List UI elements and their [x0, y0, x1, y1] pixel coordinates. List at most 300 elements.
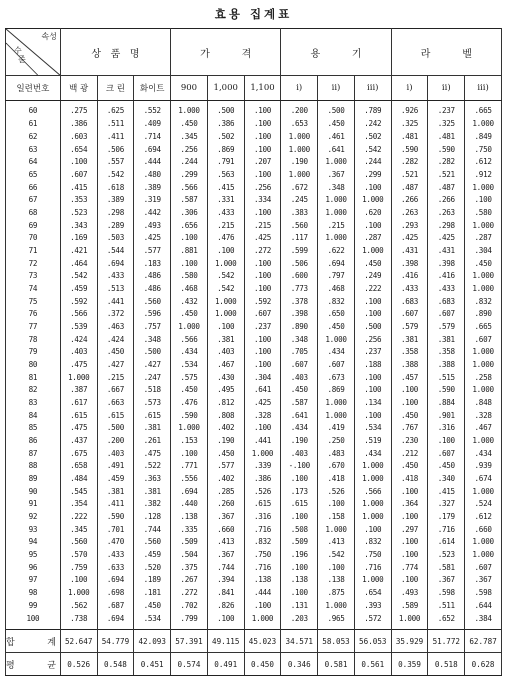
utility-cell: .534	[134, 613, 171, 630]
utility-cell: .394	[207, 575, 244, 588]
utility-cell: .138	[244, 575, 281, 588]
utility-cell: .348	[281, 334, 318, 347]
utility-cell: 1.000	[465, 270, 502, 283]
table-row	[6, 511, 502, 524]
utility-cell: .258	[465, 372, 502, 385]
total-cell: 57.391	[171, 630, 208, 653]
utility-cell: .402	[207, 423, 244, 436]
table-row	[6, 486, 502, 499]
utility-cell: .615	[97, 410, 134, 423]
utility-cell: .367	[207, 511, 244, 524]
serial-number-cell: 85	[6, 423, 61, 436]
utility-cell: .100	[354, 524, 391, 537]
utility-cell: .343	[60, 220, 97, 233]
serial-number-cell: 96	[6, 562, 61, 575]
utility-cell: .413	[207, 537, 244, 550]
utility-cell: .523	[428, 549, 465, 562]
utility-cell: .500	[354, 321, 391, 334]
utility-cell: .590	[428, 384, 465, 397]
utility-cell: 1.000	[465, 283, 502, 296]
utility-cell: 1.000	[281, 169, 318, 182]
level-header: ii)	[318, 76, 355, 101]
level-header: 크 린	[97, 76, 134, 101]
utility-cell: .222	[60, 511, 97, 524]
utility-cell: .437	[60, 435, 97, 448]
utility-cell: .316	[244, 511, 281, 524]
utility-cell: .450	[171, 384, 208, 397]
utility-cell: .100	[318, 562, 355, 575]
utility-cell: .508	[281, 524, 318, 537]
totals-label: 합 계	[6, 630, 61, 653]
utility-cell: .592	[244, 296, 281, 309]
utility-cell: .487	[428, 182, 465, 195]
utility-cell: 1.000	[318, 524, 355, 537]
utility-cell: .237	[354, 346, 391, 359]
utility-cell: .117	[281, 232, 318, 245]
utility-cell: .504	[171, 549, 208, 562]
utility-cell: 1.000	[465, 384, 502, 397]
utility-cell: .615	[134, 410, 171, 423]
utility-cell: .808	[207, 410, 244, 423]
utility-cell: .653	[281, 118, 318, 131]
utility-cell: .256	[354, 334, 391, 347]
utility-cell: .100	[244, 169, 281, 182]
utility-cell: .607	[465, 334, 502, 347]
utility-cell: 1.000	[354, 245, 391, 258]
utility-cell: .607	[428, 308, 465, 321]
utility-cell: .789	[354, 101, 391, 119]
utility-cell: .450	[354, 258, 391, 271]
serial-number-cell: 81	[6, 372, 61, 385]
utility-cell: .890	[281, 321, 318, 334]
table-row	[6, 194, 502, 207]
utility-cell: .100	[354, 308, 391, 321]
utility-cell: .100	[207, 245, 244, 258]
utility-cell: .261	[134, 435, 171, 448]
utility-cell: .100	[207, 613, 244, 630]
utility-cell: .409	[134, 118, 171, 131]
utility-cell: .598	[465, 587, 502, 600]
utility-cell: .256	[171, 144, 208, 157]
utility-cell: .615	[60, 410, 97, 423]
utility-cell: .483	[318, 448, 355, 461]
serial-number-cell: 80	[6, 359, 61, 372]
utility-cell: .299	[354, 169, 391, 182]
utility-cell: .100	[207, 321, 244, 334]
utility-cell: 1.000	[465, 118, 502, 131]
page-title: 효용 집계표	[214, 7, 293, 21]
total-cell: 56.053	[354, 630, 391, 653]
table-row	[6, 296, 502, 309]
utility-cell: .425	[134, 232, 171, 245]
serial-number-cell: 68	[6, 207, 61, 220]
utility-cell: .100	[244, 270, 281, 283]
utility-cell: .381	[134, 423, 171, 436]
utility-cell: .848	[465, 397, 502, 410]
utility-cell: .100	[244, 346, 281, 359]
utility-cell: .702	[171, 600, 208, 613]
utility-cell: .672	[281, 182, 318, 195]
utility-cell: 1.000	[244, 613, 281, 630]
serial-number-cell: 64	[6, 156, 61, 169]
utility-cell: .386	[60, 118, 97, 131]
utility-cell: .169	[60, 232, 97, 245]
utility-cell: .667	[97, 384, 134, 397]
utility-cell: .832	[354, 537, 391, 550]
utility-cell: .542	[354, 144, 391, 157]
utility-cell: .656	[171, 220, 208, 233]
utility-cell: 1.000	[354, 511, 391, 524]
utility-cell: .573	[134, 397, 171, 410]
utility-cell: .654	[354, 587, 391, 600]
serial-number-cell: 94	[6, 537, 61, 550]
utility-cell: .579	[391, 321, 428, 334]
average-cell: 0.346	[281, 653, 318, 676]
utility-cell: .596	[134, 308, 171, 321]
utility-cell: .242	[354, 118, 391, 131]
utility-cell: .841	[207, 587, 244, 600]
utility-cell: .427	[134, 359, 171, 372]
table-row	[6, 410, 502, 423]
utility-cell: .200	[97, 435, 134, 448]
utility-cell: .683	[391, 296, 428, 309]
utility-cell: .348	[134, 334, 171, 347]
utility-cell: .100	[354, 220, 391, 233]
utility-cell: .600	[281, 270, 318, 283]
utility-cell: .434	[171, 346, 208, 359]
table-row	[6, 101, 502, 119]
serial-number-cell: 98	[6, 587, 61, 600]
utility-cell: .433	[97, 270, 134, 283]
utility-cell: .791	[207, 156, 244, 169]
utility-cell: .100	[244, 131, 281, 144]
table-row	[6, 448, 502, 461]
utility-cell: .275	[60, 101, 97, 119]
serial-number-cell: 91	[6, 499, 61, 512]
total-cell: 52.647	[60, 630, 97, 653]
utility-cell: 1.000	[354, 461, 391, 474]
utility-cell: .411	[97, 131, 134, 144]
utility-cell: .660	[465, 524, 502, 537]
utility-cell: 1.000	[354, 473, 391, 486]
corner-header	[6, 29, 61, 76]
utility-cell: .138	[281, 575, 318, 588]
utility-cell: .340	[428, 473, 465, 486]
utility-cell: .293	[391, 220, 428, 233]
utility-cell: .403	[207, 346, 244, 359]
utility-cell: .260	[207, 499, 244, 512]
utility-cell: .402	[207, 473, 244, 486]
utility-cell: .450	[465, 258, 502, 271]
utility-cell: .773	[281, 283, 318, 296]
utility-cell: .325	[428, 118, 465, 131]
utility-cell: 1.000	[281, 144, 318, 157]
serial-number-cell: 89	[6, 473, 61, 486]
table-row	[6, 346, 502, 359]
utility-cell: .832	[318, 296, 355, 309]
serial-number-cell: 90	[6, 486, 61, 499]
level-header: 1,100	[244, 76, 281, 101]
utility-cell: .381	[391, 334, 428, 347]
utility-cell: .590	[97, 511, 134, 524]
utility-cell: .367	[207, 549, 244, 562]
utility-cell: .100	[354, 410, 391, 423]
utility-cell: .467	[465, 423, 502, 436]
utility-cell: .418	[391, 473, 428, 486]
table-row	[6, 549, 502, 562]
utility-cell: .386	[207, 118, 244, 131]
utility-cell: .100	[318, 499, 355, 512]
utility-cell: .434	[318, 346, 355, 359]
utility-cell: 1.000	[318, 410, 355, 423]
utility-cell: .716	[244, 562, 281, 575]
utility-cell: .486	[134, 283, 171, 296]
utility-cell: .759	[60, 562, 97, 575]
utility-cell: 1.000	[318, 207, 355, 220]
utility-cell: .570	[60, 549, 97, 562]
utility-cell: .440	[171, 499, 208, 512]
utility-cell: .509	[171, 537, 208, 550]
table-row	[6, 499, 502, 512]
utility-cell: .652	[428, 613, 465, 630]
utility-cell: .328	[465, 410, 502, 423]
utility-cell: .670	[318, 461, 355, 474]
table-row	[6, 587, 502, 600]
utility-cell: .614	[428, 537, 465, 550]
utility-cell: .654	[60, 144, 97, 157]
utility-cell: .345	[171, 131, 208, 144]
utility-cell: .450	[318, 118, 355, 131]
utility-cell: .100	[60, 575, 97, 588]
utility-cell: .459	[134, 549, 171, 562]
utility-cell: .675	[60, 448, 97, 461]
utility-cell: .875	[318, 587, 355, 600]
level-header: 화이트	[134, 76, 171, 101]
utility-cell: .434	[281, 423, 318, 436]
utility-cell: 1.000	[465, 435, 502, 448]
serial-number-cell: 74	[6, 283, 61, 296]
utility-cell: .534	[171, 359, 208, 372]
utility-cell: .521	[428, 169, 465, 182]
utility-cell: .939	[465, 461, 502, 474]
utility-cell: .526	[244, 486, 281, 499]
utility-cell: .560	[134, 537, 171, 550]
utility-cell: .542	[207, 270, 244, 283]
utility-cell: .658	[60, 461, 97, 474]
utility-cell: .577	[134, 245, 171, 258]
table-row	[6, 600, 502, 613]
total-cell: 51.772	[428, 630, 465, 653]
utility-cell: .100	[391, 511, 428, 524]
utility-cell: .450	[207, 448, 244, 461]
utility-cell: .579	[428, 321, 465, 334]
utility-cell: 1.000	[465, 486, 502, 499]
utility-cell: .100	[244, 359, 281, 372]
utility-cell: .612	[465, 511, 502, 524]
total-cell: 35.929	[391, 630, 428, 653]
table-row	[6, 144, 502, 157]
serial-number-cell: 92	[6, 511, 61, 524]
utility-cell: .425	[391, 232, 428, 245]
utility-cell: .487	[391, 182, 428, 195]
utility-cell: .694	[97, 575, 134, 588]
utility-cell: .425	[428, 232, 465, 245]
utility-cell: .153	[171, 435, 208, 448]
level-header: iii)	[354, 76, 391, 101]
utility-cell: .457	[391, 372, 428, 385]
table-row	[6, 220, 502, 233]
totals-row	[6, 630, 502, 653]
utility-cell: .100	[354, 384, 391, 397]
serial-number-cell: 84	[6, 410, 61, 423]
table-row	[6, 245, 502, 258]
utility-cell: .158	[318, 511, 355, 524]
utility-cell: .542	[318, 549, 355, 562]
utility-cell: .327	[428, 499, 465, 512]
utility-cell: .100	[354, 372, 391, 385]
table-row	[6, 156, 502, 169]
table-row	[6, 473, 502, 486]
utility-cell: 1.000	[465, 182, 502, 195]
utility-cell: .415	[207, 182, 244, 195]
attribute-container: 용 기	[281, 29, 391, 76]
utility-cell: .403	[281, 448, 318, 461]
utility-cell: .188	[354, 359, 391, 372]
utility-cell: .100	[171, 232, 208, 245]
utility-cell: .100	[244, 101, 281, 119]
utility-cell: .237	[428, 101, 465, 119]
utility-cell: .738	[60, 613, 97, 630]
serial-number-cell: 71	[6, 245, 61, 258]
utility-cell: .450	[318, 321, 355, 334]
utility-cell: 1.000	[318, 232, 355, 245]
utility-cell: .298	[428, 220, 465, 233]
utility-cell: .716	[244, 524, 281, 537]
utility-cell: .173	[281, 486, 318, 499]
utility-cell: .890	[465, 308, 502, 321]
utility-cell: .138	[171, 511, 208, 524]
utility-cell: .245	[281, 194, 318, 207]
utility-cell: .509	[281, 537, 318, 550]
utility-cell: .714	[134, 131, 171, 144]
utility-cell: .566	[60, 308, 97, 321]
averages-label: 평 균	[6, 653, 61, 676]
utility-cell: .266	[391, 194, 428, 207]
utility-cell: .881	[171, 245, 208, 258]
utility-cell: .100	[281, 587, 318, 600]
utility-cell: .513	[97, 283, 134, 296]
utility-cell: .771	[171, 461, 208, 474]
utility-cell: .441	[97, 296, 134, 309]
utility-cell: .450	[391, 410, 428, 423]
utility-cell: .100	[391, 575, 428, 588]
utility-cell: 1.000	[318, 334, 355, 347]
utility-cell: .378	[281, 296, 318, 309]
total-cell: 45.023	[244, 630, 281, 653]
utility-cell: .470	[97, 537, 134, 550]
utility-cell: .589	[391, 600, 428, 613]
utility-cell: .694	[134, 144, 171, 157]
utility-cell: .418	[318, 473, 355, 486]
utility-cell: .641	[318, 144, 355, 157]
utility-cell: .545	[60, 486, 97, 499]
utility-cell: .515	[428, 372, 465, 385]
serial-number-cell: 76	[6, 308, 61, 321]
utility-cell: .100	[60, 156, 97, 169]
serial-number-cell: 93	[6, 524, 61, 537]
average-cell: 0.359	[391, 653, 428, 676]
utility-cell: .189	[134, 575, 171, 588]
utility-rows	[6, 101, 502, 630]
utility-cell: .381	[134, 486, 171, 499]
attribute-header-row	[6, 29, 502, 76]
utility-cell: .562	[60, 600, 97, 613]
serial-number-cell: 75	[6, 296, 61, 309]
utility-cell: .450	[391, 461, 428, 474]
utility-cell: .306	[171, 207, 208, 220]
utility-cell: .100	[391, 397, 428, 410]
utility-cell: .386	[244, 473, 281, 486]
utility-cell: .381	[207, 334, 244, 347]
utility-cell: .415	[428, 486, 465, 499]
utility-cell: .660	[207, 524, 244, 537]
utility-cell: .230	[391, 435, 428, 448]
utility-cell: .884	[428, 397, 465, 410]
serial-number-cell: 61	[6, 118, 61, 131]
utility-cell: .503	[97, 232, 134, 245]
utility-cell: .367	[318, 169, 355, 182]
utility-cell: 1.000	[244, 448, 281, 461]
utility-cell: .539	[60, 321, 97, 334]
serial-number-cell: 72	[6, 258, 61, 271]
utility-cell: .526	[318, 486, 355, 499]
utility-cell: .620	[354, 207, 391, 220]
utility-cell: .364	[391, 499, 428, 512]
utility-cell: .577	[207, 461, 244, 474]
level-header: 1,000	[207, 76, 244, 101]
utility-cell: .433	[428, 283, 465, 296]
utility-cell: .926	[391, 101, 428, 119]
utility-cell: .215	[318, 220, 355, 233]
table-row	[6, 359, 502, 372]
utility-cell: .421	[60, 245, 97, 258]
utility-cell: .617	[60, 397, 97, 410]
table-row	[6, 207, 502, 220]
utility-cell: .285	[207, 486, 244, 499]
total-cell: 54.779	[97, 630, 134, 653]
table-row	[6, 435, 502, 448]
utility-cell: .222	[354, 283, 391, 296]
utility-cell: .416	[428, 270, 465, 283]
utility-cell: .375	[171, 562, 208, 575]
total-cell: 34.571	[281, 630, 318, 653]
utility-cell: 1.000	[465, 549, 502, 562]
utility-cell: .633	[97, 562, 134, 575]
utility-cell: .673	[318, 372, 355, 385]
utility-cell: .100	[281, 562, 318, 575]
utility-cell: .297	[391, 524, 428, 537]
utility-cell: .797	[318, 270, 355, 283]
utility-cell: .694	[171, 486, 208, 499]
utility-cell: .459	[60, 283, 97, 296]
utility-cell: .247	[134, 372, 171, 385]
utility-cell: .416	[391, 270, 428, 283]
utility-cell: .500	[318, 101, 355, 119]
utility-cell: .705	[281, 346, 318, 359]
table-row	[6, 537, 502, 550]
utility-cell: .128	[134, 511, 171, 524]
utility-cell: .603	[60, 131, 97, 144]
